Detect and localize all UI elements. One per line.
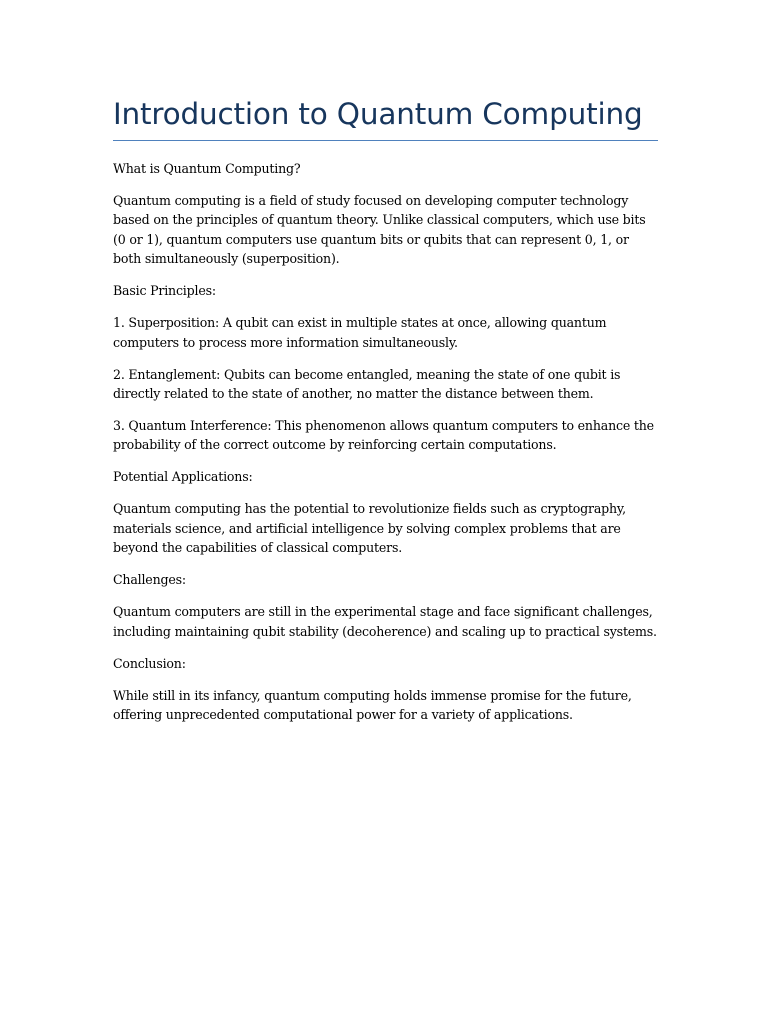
list-item-superposition: 1. Superposition: A qubit can exist in multiple states at once, allowing quantum computers to process more information simultaneously. [113, 315, 607, 350]
paragraph-challenges: Quantum computers are still in the experimental stage and face significant challenges, including maintaining qubit stability (decoherence) and scaling up to practical systems. [113, 604, 657, 639]
section-heading-conclusion: Conclusion: [113, 655, 186, 671]
list-item-interference: 3. Quantum Interference: This phenomenon allows quantum computers to enhance the probability of the correct outcome by reinforcing certain computations. [113, 418, 654, 453]
document-body [113, 159, 658, 724]
list-item-entanglement: 2. Entanglement: Qubits can become entangled, meaning the state of one qubit is directly related to the state of another, no matter the distance between them. [113, 366, 621, 402]
paragraph-definition: Quantum computing is a field of study focused on developing computer technology based on the principles of quantum theory. Unlike classical computers, which use bits (0 or 1), quantum computers use quantum bits or qubits that can represent 0, 1, or both simultaneously (superposition). [113, 193, 646, 267]
section-heading-what-is: What is Quantum Computing? [113, 161, 301, 176]
document-page [113, 94, 658, 737]
document-title: Introduction to Quantum Computing [113, 94, 658, 141]
paragraph-conclusion: While still in its infancy, quantum computing holds immense promise for the future, offering unprecedented computational power for a variety of applications. [113, 687, 632, 723]
section-heading-applications: Potential Applications: [113, 469, 253, 485]
section-heading-basic-principles: Basic Principles: [113, 283, 216, 299]
section-heading-challenges: Challenges: [113, 572, 186, 588]
paragraph-applications: Quantum computing has the potential to revolutionize fields such as cryptography, materials science, and artificial intelligence by solving complex problems that are beyond the capabilities of classical computers. [113, 501, 626, 556]
